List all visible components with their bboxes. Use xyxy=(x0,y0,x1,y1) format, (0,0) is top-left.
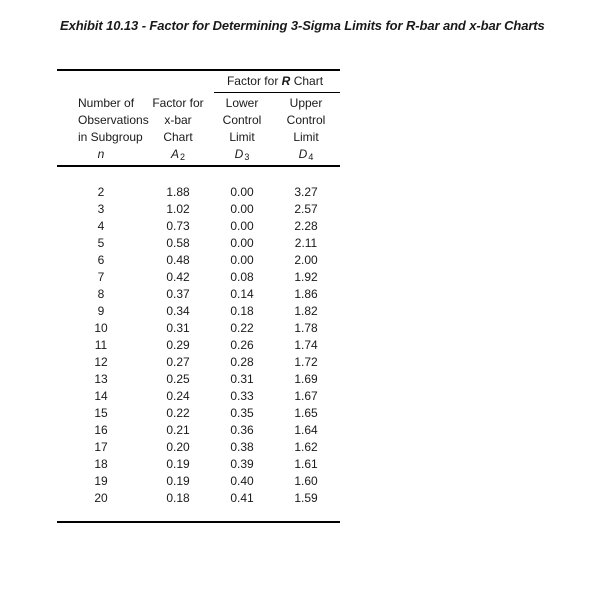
cell-a2: 0.31 xyxy=(166,321,190,335)
cell-a2: 0.19 xyxy=(166,457,190,471)
cell-a2: 0.27 xyxy=(166,355,190,369)
cell-n: 13 xyxy=(94,372,108,386)
table-row xyxy=(0,269,607,286)
table-row xyxy=(0,388,607,405)
cell-n: 5 xyxy=(97,236,105,250)
cell-n: 3 xyxy=(97,202,105,216)
table-row xyxy=(0,405,607,422)
cell-n: 19 xyxy=(94,474,108,488)
table-row xyxy=(0,252,607,269)
table-bottom-rule xyxy=(57,521,340,523)
cell-a2: 1.88 xyxy=(166,185,190,199)
cell-d3: 0.22 xyxy=(230,321,254,335)
cell-d4: 1.61 xyxy=(294,457,318,471)
cell-a2: 0.24 xyxy=(166,389,190,403)
table-row xyxy=(0,218,607,235)
header-symbol-wrap xyxy=(278,146,334,164)
cell-n: 8 xyxy=(97,287,105,301)
header-line: Observations xyxy=(78,113,149,127)
cell-d4: 1.62 xyxy=(294,440,318,454)
table-row xyxy=(0,354,607,371)
cell-a2: 0.22 xyxy=(166,406,190,420)
cell-d3: 0.31 xyxy=(230,372,254,386)
header-symbol-wrap xyxy=(214,146,270,164)
header-line: Chart xyxy=(163,130,193,144)
cell-n: 18 xyxy=(94,457,108,471)
cell-d4: 1.74 xyxy=(294,338,318,352)
header-subscript: 3 xyxy=(244,152,250,162)
cell-a2: 0.21 xyxy=(166,423,190,437)
group-header-rule xyxy=(214,92,340,93)
cell-d3: 0.00 xyxy=(230,253,254,267)
cell-d3: 0.36 xyxy=(230,423,254,437)
header-line: Limit xyxy=(293,130,319,144)
table-row xyxy=(0,371,607,388)
header-line: Upper xyxy=(289,96,323,110)
cell-a2: 0.73 xyxy=(166,219,190,233)
group-header-symbol: R xyxy=(281,74,291,88)
cell-n: 7 xyxy=(97,270,105,284)
header-line: Control xyxy=(286,113,326,127)
cell-d4: 1.60 xyxy=(294,474,318,488)
cell-a2: 0.29 xyxy=(166,338,190,352)
cell-d4: 2.11 xyxy=(294,236,318,250)
table-body xyxy=(0,184,607,507)
cell-a2: 0.48 xyxy=(166,253,190,267)
cell-d3: 0.26 xyxy=(230,338,254,352)
header-line: in Subgroup xyxy=(78,130,143,144)
cell-a2: 0.42 xyxy=(166,270,190,284)
cell-n: 14 xyxy=(94,389,108,403)
table-row xyxy=(0,303,607,320)
table-row xyxy=(0,320,607,337)
cell-d4: 1.59 xyxy=(294,491,318,505)
cell-a2: 0.20 xyxy=(166,440,190,454)
cell-d4: 1.86 xyxy=(294,287,318,301)
cell-a2: 0.34 xyxy=(166,304,190,318)
header-subscript: 4 xyxy=(308,152,314,162)
cell-d3: 0.14 xyxy=(230,287,254,301)
cell-d4: 2.28 xyxy=(294,219,318,233)
header-symbol: n xyxy=(97,147,105,161)
header-symbol: D xyxy=(298,147,308,161)
cell-d3: 0.00 xyxy=(230,219,254,233)
table-row xyxy=(0,422,607,439)
group-header-prefix: Factor for xyxy=(226,74,279,88)
header-line: Limit xyxy=(229,130,255,144)
table-top-rule xyxy=(57,69,340,71)
cell-n: 6 xyxy=(97,253,105,267)
table-row xyxy=(0,490,607,507)
table-row xyxy=(0,473,607,490)
cell-d3: 0.33 xyxy=(230,389,254,403)
header-bottom-rule xyxy=(57,165,340,167)
cell-n: 16 xyxy=(94,423,108,437)
cell-d4: 2.00 xyxy=(294,253,318,267)
cell-n: 9 xyxy=(97,304,105,318)
table-row xyxy=(0,235,607,252)
header-symbol-wrap xyxy=(148,146,208,164)
cell-n: 15 xyxy=(94,406,108,420)
header-line: x-bar xyxy=(164,113,192,127)
header-line: Lower xyxy=(225,96,259,110)
exhibit-title: Exhibit 10.13 - Factor for Determining 3-Sigma Limits for R-bar and x-bar Charts xyxy=(60,18,545,33)
cell-a2: 0.37 xyxy=(166,287,190,301)
cell-d4: 1.82 xyxy=(294,304,318,318)
cell-d4: 3.27 xyxy=(294,185,318,199)
cell-d4: 1.69 xyxy=(294,372,318,386)
cell-d3: 0.38 xyxy=(230,440,254,454)
cell-d3: 0.35 xyxy=(230,406,254,420)
table-row xyxy=(0,286,607,303)
cell-d4: 2.57 xyxy=(294,202,318,216)
header-symbol: A xyxy=(170,147,179,161)
table-row xyxy=(0,184,607,201)
table-row xyxy=(0,456,607,473)
cell-d3: 0.00 xyxy=(230,236,254,250)
cell-d4: 1.64 xyxy=(294,423,318,437)
cell-d4: 1.78 xyxy=(294,321,318,335)
header-line: Number of xyxy=(78,96,135,110)
column-header-n xyxy=(78,95,149,163)
cell-d4: 1.65 xyxy=(294,406,318,420)
cell-a2: 0.25 xyxy=(166,372,190,386)
column-header-d3 xyxy=(214,95,270,164)
cell-n: 11 xyxy=(94,338,108,352)
header-subscript: 2 xyxy=(180,152,186,162)
cell-d3: 0.39 xyxy=(230,457,254,471)
cell-n: 2 xyxy=(97,185,105,199)
table-row xyxy=(0,201,607,218)
cell-d3: 0.40 xyxy=(230,474,254,488)
table-row xyxy=(0,337,607,354)
cell-n: 4 xyxy=(97,219,105,233)
cell-d4: 1.67 xyxy=(294,389,318,403)
cell-d3: 0.41 xyxy=(230,491,254,505)
table-row xyxy=(0,439,607,456)
header-line: Factor for xyxy=(152,96,204,110)
header-line: Control xyxy=(222,113,262,127)
cell-d4: 1.92 xyxy=(294,270,318,284)
cell-n: 20 xyxy=(94,491,108,505)
header-symbol: D xyxy=(234,147,244,161)
column-header-d4 xyxy=(278,95,334,164)
cell-d3: 0.08 xyxy=(230,270,254,284)
cell-a2: 0.58 xyxy=(166,236,190,250)
cell-d3: 0.00 xyxy=(230,202,254,216)
cell-d3: 0.28 xyxy=(230,355,254,369)
cell-d4: 1.72 xyxy=(294,355,318,369)
group-header-r-chart xyxy=(210,73,340,89)
cell-d3: 0.00 xyxy=(230,185,254,199)
cell-n: 10 xyxy=(94,321,108,335)
cell-a2: 0.19 xyxy=(166,474,190,488)
cell-d3: 0.18 xyxy=(230,304,254,318)
cell-a2: 0.18 xyxy=(166,491,190,505)
cell-n: 17 xyxy=(94,440,108,454)
column-header-a2 xyxy=(148,95,208,164)
group-header-suffix: Chart xyxy=(293,74,324,88)
cell-a2: 1.02 xyxy=(166,202,190,216)
cell-n: 12 xyxy=(94,355,108,369)
